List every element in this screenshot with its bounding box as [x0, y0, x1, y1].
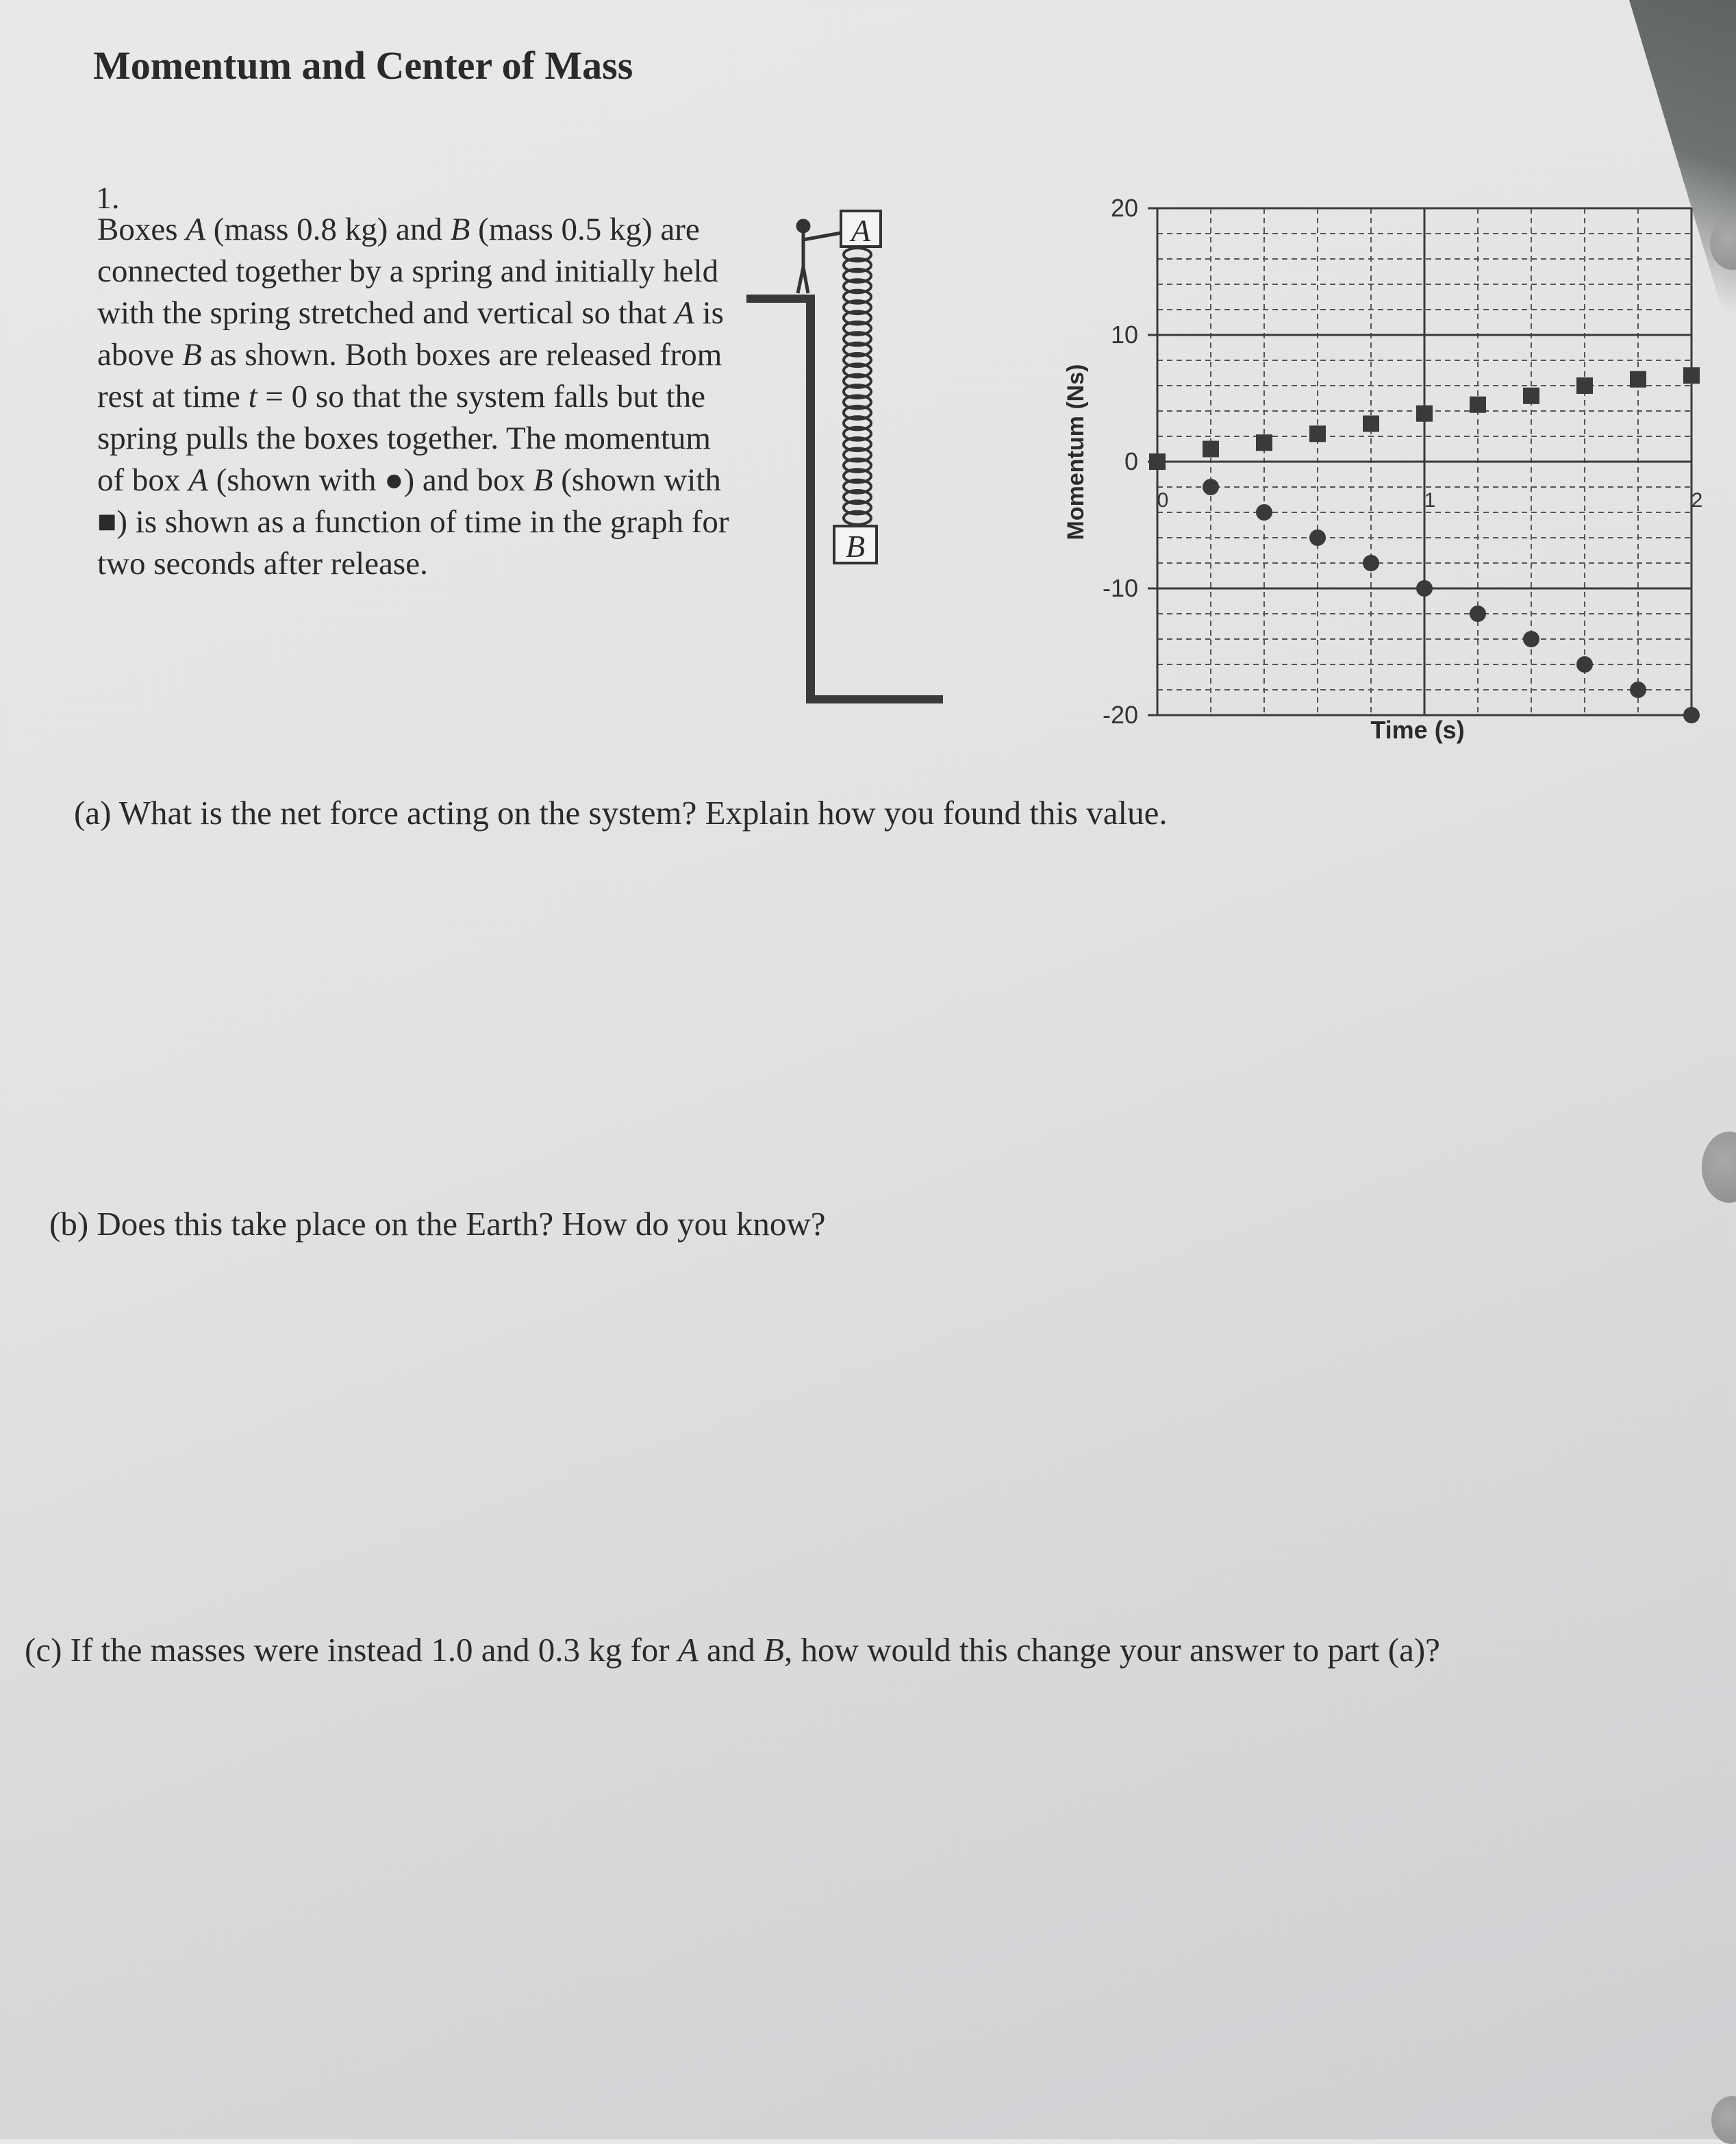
question-a: (a) What is the net force acting on the system? Explain how you found this value. [74, 794, 1168, 832]
y-tick-label: -10 [1102, 574, 1138, 602]
x-tick-label: 2 [1691, 489, 1703, 512]
page-title: Momentum and Center of Mass [93, 43, 633, 88]
person-icon [798, 221, 841, 293]
chart-grid [1148, 208, 1691, 715]
spring-diagram [740, 199, 952, 719]
box-a-point [1203, 479, 1219, 495]
stand-pole [806, 295, 815, 702]
box-b-point [1203, 441, 1219, 458]
box-b-point [1470, 397, 1486, 413]
question-b: (b) Does this take place on the Earth? How do you know? [49, 1205, 826, 1243]
box-a-point [1416, 580, 1433, 597]
box-b-point [1630, 371, 1646, 388]
y-tick-label: 0 [1124, 447, 1138, 475]
x-axis-label: Time (s) [1370, 716, 1465, 744]
y-tick-label: 10 [1110, 321, 1138, 349]
y-tick-label: -20 [1102, 701, 1138, 729]
x-tick-label: 0 [1157, 489, 1169, 512]
top-ledge [746, 295, 794, 303]
question-c: (c) If the masses were instead 1.0 and 0.3 kg for A and B, how would this change your answer to part (a)? [25, 1631, 1440, 1669]
box-b-point [1149, 453, 1166, 470]
box-a-point [1683, 707, 1700, 723]
ledge-join [788, 295, 815, 303]
stand-base [806, 695, 943, 703]
box-a-point [1309, 529, 1326, 546]
box-a-point [1576, 656, 1593, 673]
momentum-chart [1055, 185, 1712, 753]
y-axis-label: Momentum (Ns) [1063, 364, 1089, 540]
box-a-point [1523, 631, 1539, 647]
box-a-point [1363, 555, 1379, 571]
box-b-label: B [845, 529, 866, 564]
spring [844, 248, 871, 525]
x-tick-label: 1 [1424, 489, 1436, 512]
box-b-point [1523, 388, 1539, 404]
circle-marker-glyph: ● [384, 462, 404, 498]
box-a-label: A [851, 213, 871, 248]
box-a-point [1630, 682, 1646, 698]
box-b-point [1576, 377, 1593, 394]
problem-number: 1. [96, 180, 120, 215]
y-tick-label: 20 [1110, 194, 1138, 222]
box-a-point [1470, 606, 1486, 622]
box-b-point [1683, 367, 1700, 384]
square-marker-glyph: ■ [97, 504, 117, 540]
box-b-point [1309, 425, 1326, 442]
binder-hole-bottom [1711, 2096, 1736, 2144]
box-b-point [1416, 406, 1433, 422]
box-a-point [1256, 504, 1272, 521]
box-b-point [1256, 434, 1272, 451]
box-b-point [1363, 416, 1379, 432]
binder-hole-middle [1702, 1132, 1736, 1203]
problem-intro: Boxes A (mass 0.8 kg) and B (mass 0.5 kg) are connected together by a spring and initially held with the spring stretched and vertical so that A is above B as shown. Both boxes are released from rest at time t = 0 so that the system falls but the spring pulls the boxes together. The momentum of box A (shown with ●) and box B (shown with ■) is shown as a function of time in the graph for two seconds after release. [97, 212, 729, 582]
